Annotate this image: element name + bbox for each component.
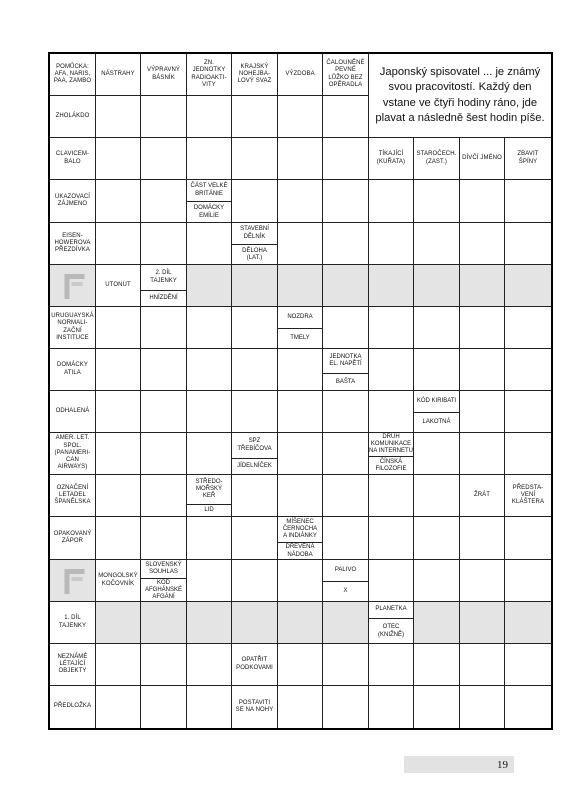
answer-cell[interactable] — [187, 560, 232, 602]
clue-text: KÓD KIRIBATI — [416, 397, 457, 404]
answer-cell[interactable] — [278, 349, 323, 391]
answer-cell[interactable] — [141, 307, 187, 349]
puzzle-logo-icon — [50, 560, 96, 602]
column-clue: ZBAVIT ŠPÍNY — [505, 138, 551, 180]
answer-cell[interactable] — [96, 96, 141, 138]
clue-cell: ŽRÁT — [460, 475, 505, 517]
answer-cell[interactable] — [232, 475, 278, 517]
answer-cell[interactable] — [187, 391, 232, 433]
split-clue-cell — [278, 307, 323, 349]
clue-text: STAVEBNÍ DĚLNÍK — [240, 226, 269, 240]
answer-cell[interactable] — [460, 560, 505, 602]
clue-cell: UTONUT — [96, 265, 141, 307]
answer-cell[interactable] — [505, 517, 551, 560]
top-clue: ČALOUNĚNÉ PEVNÉ LŮŽKO BEZ OPĚRADLA — [323, 54, 369, 96]
answer-cell[interactable] — [96, 644, 141, 686]
split-clue-cell — [278, 517, 323, 560]
split-clue-cell — [323, 560, 369, 602]
answer-cell[interactable] — [187, 433, 232, 475]
shaded-cell — [369, 265, 414, 307]
shaded-cell — [323, 265, 369, 307]
answer-cell[interactable] — [141, 433, 187, 475]
crossword-grid — [48, 52, 553, 730]
clue-text: KÓD AFGHÁNSKÉ AFGÁNÍ — [141, 578, 186, 602]
shaded-cell — [232, 602, 278, 644]
answer-cell[interactable] — [323, 391, 369, 433]
answer-cell[interactable] — [414, 475, 460, 517]
answer-cell[interactable] — [323, 307, 369, 349]
shaded-cell — [96, 602, 141, 644]
answer-cell[interactable] — [323, 96, 369, 138]
answer-cell[interactable] — [505, 391, 551, 433]
page-number: 19 — [497, 758, 508, 771]
answer-cell[interactable] — [460, 517, 505, 560]
answer-cell[interactable] — [96, 180, 141, 223]
shaded-cell — [323, 602, 369, 644]
answer-cell[interactable] — [141, 391, 187, 433]
answer-cell[interactable] — [505, 307, 551, 349]
answer-cell[interactable] — [232, 307, 278, 349]
shaded-cell — [414, 602, 460, 644]
split-clue-cell — [369, 602, 414, 644]
answer-cell[interactable] — [369, 391, 414, 433]
answer-cell[interactable] — [141, 138, 187, 180]
clue-text: TMELY — [278, 328, 322, 349]
answer-cell[interactable] — [278, 560, 323, 602]
answer-cell[interactable] — [369, 180, 414, 223]
clue-text: NOZDRA — [287, 313, 313, 320]
answer-cell[interactable] — [369, 686, 414, 728]
answer-cell[interactable] — [323, 138, 369, 180]
answer-cell[interactable] — [187, 644, 232, 686]
answer-cell[interactable] — [187, 223, 232, 265]
answer-cell[interactable] — [141, 223, 187, 265]
answer-cell[interactable] — [96, 433, 141, 475]
split-clue-cell — [141, 560, 187, 602]
column-clue: STAROČECH. (ZAST.) — [414, 138, 460, 180]
answer-cell[interactable] — [414, 180, 460, 223]
answer-cell[interactable] — [369, 307, 414, 349]
answer-cell[interactable] — [323, 686, 369, 728]
answer-cell[interactable] — [414, 223, 460, 265]
clue-cell: PŘEDSTA- VENÍ KLÁŠTERA — [505, 475, 551, 517]
clue-text: DĚLOHA (LAT.) — [232, 244, 277, 265]
row-clue: DOMÁCKY ATILA — [50, 349, 96, 391]
clue-text: JÍDELNÍČEK — [232, 458, 277, 475]
row-clue: OZNAČENÍ LETADEL ŠPANĚLSKA — [50, 475, 96, 517]
answer-cell[interactable] — [96, 307, 141, 349]
row-clue: OPAKOVANÝ ZÁPOR — [50, 517, 96, 560]
answer-cell[interactable] — [460, 644, 505, 686]
column-clue: TÍKAJÍCÍ (KUŘATA) — [369, 138, 414, 180]
answer-cell[interactable] — [505, 223, 551, 265]
answer-cell[interactable] — [96, 517, 141, 560]
row-clue: ZHOLÁKDO — [50, 96, 96, 138]
row-clue: PŘEDLOŽKA — [50, 686, 96, 728]
shaded-cell — [187, 602, 232, 644]
answer-cell[interactable] — [141, 475, 187, 517]
answer-cell[interactable] — [505, 433, 551, 475]
answer-cell[interactable] — [414, 560, 460, 602]
answer-cell[interactable] — [414, 517, 460, 560]
answer-cell[interactable] — [369, 517, 414, 560]
clue-text: DRUH KOMUNIKACE NA INTERNETU — [369, 433, 414, 455]
split-clue-cell — [414, 391, 460, 433]
clue-text: ČÍNSKÁ FILOZOFIE — [369, 456, 413, 475]
answer-cell[interactable] — [278, 223, 323, 265]
answer-cell[interactable] — [505, 644, 551, 686]
answer-cell[interactable] — [96, 223, 141, 265]
clue-text: DŘEVĚNÁ NÁDOBA — [278, 542, 322, 560]
answer-cell[interactable] — [141, 180, 187, 223]
answer-cell[interactable] — [278, 96, 323, 138]
clue-text: X — [323, 581, 368, 602]
answer-cell[interactable] — [96, 686, 141, 728]
answer-cell[interactable] — [278, 391, 323, 433]
answer-cell[interactable] — [278, 475, 323, 517]
top-clue: ZN. JEDNOTKY RADIOAKTI- VITY — [187, 54, 232, 96]
split-clue-cell — [187, 180, 232, 223]
clue-text: HNÍZDĚNÍ — [141, 290, 186, 307]
answer-cell[interactable] — [141, 517, 187, 560]
answer-cell[interactable] — [460, 349, 505, 391]
answer-cell[interactable] — [414, 686, 460, 728]
answer-cell[interactable] — [505, 686, 551, 728]
split-clue-cell — [369, 433, 414, 475]
top-clue: NÁSTRAHY — [96, 54, 141, 96]
shaded-cell — [505, 602, 551, 644]
answer-cell[interactable] — [187, 517, 232, 560]
answer-cell[interactable] — [141, 644, 187, 686]
shaded-cell — [141, 602, 187, 644]
answer-cell[interactable] — [323, 517, 369, 560]
top-clue: KRAJSKÝ NOHEJBA- LOVÝ SVAZ — [232, 54, 278, 96]
clue-cell: OPATŘIT PODKOVAMI — [232, 644, 278, 686]
answer-cell[interactable] — [232, 96, 278, 138]
clue-cell: POSTAVITI SE NA NOHY — [232, 686, 278, 728]
answer-cell[interactable] — [232, 560, 278, 602]
row-clue: EISEN- HOWEROVA PŘEZDÍVKA — [50, 223, 96, 265]
answer-cell[interactable] — [414, 307, 460, 349]
clue-text: PALIVO — [334, 566, 357, 573]
answer-cell[interactable] — [369, 560, 414, 602]
answer-cell[interactable] — [278, 686, 323, 728]
answer-cell[interactable] — [278, 138, 323, 180]
shaded-cell — [232, 265, 278, 307]
answer-cell[interactable] — [460, 180, 505, 223]
answer-cell[interactable] — [141, 686, 187, 728]
answer-cell[interactable] — [96, 391, 141, 433]
clue-text: SPZ TŘEBÍČOVA — [237, 438, 272, 452]
clue-text: MÍŠENEC ČERNOCHA A INDIÁNKY — [282, 518, 318, 540]
answer-cell[interactable] — [278, 180, 323, 223]
answer-cell[interactable] — [505, 180, 551, 223]
answer-cell[interactable] — [369, 349, 414, 391]
clue-text: DOMÁCKY EMÍLIE — [187, 201, 231, 223]
answer-cell[interactable] — [460, 223, 505, 265]
shaded-cell — [460, 602, 505, 644]
answer-cell[interactable] — [323, 180, 369, 223]
clue-text: STŘEDO- MOŘSKÝ KEŘ — [195, 478, 223, 500]
answer-cell[interactable] — [369, 644, 414, 686]
shaded-cell — [460, 265, 505, 307]
answer-cell[interactable] — [96, 138, 141, 180]
answer-cell[interactable] — [232, 349, 278, 391]
answer-cell[interactable] — [369, 475, 414, 517]
split-clue-cell — [141, 265, 187, 307]
answer-cell[interactable] — [323, 223, 369, 265]
answer-cell[interactable] — [323, 475, 369, 517]
intro-text: Japonský spisovatel ... je známý svou pracovitostí. Každý den vstane ve čtyři hodiny ráno, jde plavat a následně šest hodin píše. — [369, 54, 551, 138]
answer-cell[interactable] — [505, 560, 551, 602]
answer-cell[interactable] — [187, 686, 232, 728]
row-clue: UKAZOVACÍ ZÁJMENO — [50, 180, 96, 223]
row-clue: ODHALENÁ — [50, 391, 96, 433]
answer-cell[interactable] — [96, 475, 141, 517]
answer-cell[interactable] — [187, 307, 232, 349]
answer-cell[interactable] — [460, 433, 505, 475]
clue-text: OTEC (KNIŽNĚ) — [369, 618, 413, 644]
shaded-cell — [414, 265, 460, 307]
clue-text: ČÁST VELKÉ BRITÁNIE — [190, 183, 228, 197]
split-clue-cell — [187, 475, 232, 517]
answer-cell[interactable] — [232, 180, 278, 223]
top-clue: POMŮCKA: AFA, NARIS, PAA, ZAMBO — [50, 54, 96, 96]
shaded-cell — [278, 265, 323, 307]
clue-text: LID — [187, 504, 231, 517]
clue-text: PLANETKA — [375, 606, 407, 613]
answer-cell[interactable] — [187, 138, 232, 180]
answer-cell[interactable] — [505, 349, 551, 391]
answer-cell[interactable] — [232, 138, 278, 180]
shaded-cell — [187, 265, 232, 307]
page-number-box — [404, 756, 514, 773]
top-clue: VÝZDOBA — [278, 54, 323, 96]
answer-cell[interactable] — [187, 349, 232, 391]
puzzle-logo-icon — [50, 265, 96, 307]
shaded-cell — [505, 265, 551, 307]
split-clue-cell — [323, 349, 369, 391]
answer-cell[interactable] — [187, 96, 232, 138]
answer-cell[interactable] — [323, 644, 369, 686]
row-clue: URUGUAYSKÁ NORMALI- ZAČNÍ INSTITUCE — [50, 307, 96, 349]
answer-cell[interactable] — [141, 96, 187, 138]
answer-cell[interactable] — [278, 644, 323, 686]
split-clue-cell — [232, 223, 278, 265]
row-clue: CLAVICEM- BALO — [50, 138, 96, 180]
row-clue: 1. DÍL TAJENKY — [50, 602, 96, 644]
clue-cell: MONGOLSKÝ KOČOVNÍK — [96, 560, 141, 602]
answer-cell[interactable] — [96, 349, 141, 391]
answer-cell[interactable] — [232, 391, 278, 433]
shaded-cell — [278, 602, 323, 644]
clue-text: LAKOTNÁ — [414, 412, 459, 433]
answer-cell[interactable] — [323, 433, 369, 475]
answer-cell[interactable] — [278, 433, 323, 475]
answer-cell[interactable] — [369, 223, 414, 265]
answer-cell[interactable] — [460, 307, 505, 349]
answer-cell[interactable] — [460, 391, 505, 433]
answer-cell[interactable] — [460, 686, 505, 728]
answer-cell[interactable] — [414, 433, 460, 475]
answer-cell[interactable] — [232, 517, 278, 560]
answer-cell[interactable] — [414, 644, 460, 686]
split-clue-cell — [232, 433, 278, 475]
clue-text: SLOVENSKÝ SOUHLAS — [145, 561, 182, 575]
column-clue: DÍVČÍ JMÉNO — [460, 138, 505, 180]
row-clue: AMER. LET. SPOL. (PANAMERI- CAN AIRWAYS) — [50, 433, 96, 475]
clue-text: JEDNOTKA EL. NAPĚTÍ — [329, 353, 362, 367]
answer-cell[interactable] — [414, 349, 460, 391]
top-clue: VÝPRAVNÝ BÁSNÍK — [141, 54, 187, 96]
clue-text: BAŠTA — [323, 373, 368, 391]
answer-cell[interactable] — [141, 349, 187, 391]
clue-text: 2. DÍL TAJENKY — [150, 270, 177, 284]
row-clue: NEZNÁMÉ LÉTAJÍCÍ OBJEKTY — [50, 644, 96, 686]
